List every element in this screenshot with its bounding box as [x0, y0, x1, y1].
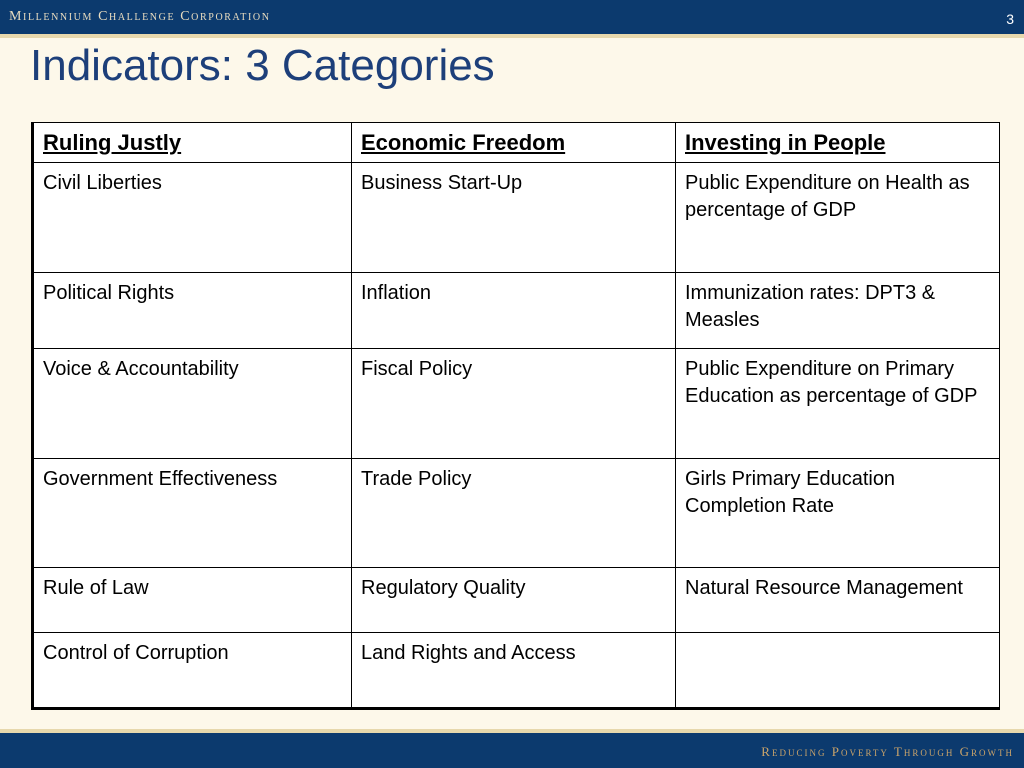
table-cell: Business Start-Up: [352, 163, 676, 273]
table-cell: Immunization rates: DPT3 & Measles: [676, 273, 1000, 349]
header-divider: [0, 34, 1024, 38]
table-cell: Fiscal Policy: [352, 349, 676, 459]
table-row: [33, 459, 1000, 568]
column-header-investing-in-people: Investing in People: [676, 123, 1000, 163]
table-cell: Political Rights: [33, 273, 352, 349]
table-cell: Land Rights and Access: [352, 633, 676, 709]
column-header-economic-freedom: Economic Freedom: [352, 123, 676, 163]
table-header-row: [33, 123, 1000, 163]
footer-tagline: Reducing Poverty Through Growth: [761, 744, 1014, 759]
table-cell: Trade Policy: [352, 459, 676, 568]
table-row: [33, 273, 1000, 349]
indicator-table-container: [31, 122, 1000, 710]
indicator-table: [31, 122, 1000, 710]
organization-name: Millennium Challenge Corporation: [9, 9, 271, 24]
table-row: [33, 349, 1000, 459]
table-row: [33, 633, 1000, 709]
table-cell: Girls Primary Education Completion Rate: [676, 459, 1000, 568]
table-cell-empty: [676, 633, 1000, 709]
slide-title: Indicators: 3 Categories: [30, 41, 495, 90]
table-cell: Government Effectiveness: [33, 459, 352, 568]
table-cell: Public Expenditure on Health as percentage of GDP: [676, 163, 1000, 273]
table-cell: Regulatory Quality: [352, 568, 676, 633]
table-cell: Civil Liberties: [33, 163, 352, 273]
column-header-ruling-justly: Ruling Justly: [33, 123, 352, 163]
table-cell: Control of Corruption: [33, 633, 352, 709]
table-row: [33, 568, 1000, 633]
table-cell: Natural Resource Management: [676, 568, 1000, 633]
table-cell: Rule of Law: [33, 568, 352, 633]
header-bar: [0, 0, 1024, 34]
table-row: [33, 163, 1000, 273]
table-cell: Voice & Accountability: [33, 349, 352, 459]
page-number: 3: [1006, 11, 1014, 27]
footer-bar: [0, 733, 1024, 768]
table-cell: Public Expenditure on Primary Education as percentage of GDP: [676, 349, 1000, 459]
table-cell: Inflation: [352, 273, 676, 349]
